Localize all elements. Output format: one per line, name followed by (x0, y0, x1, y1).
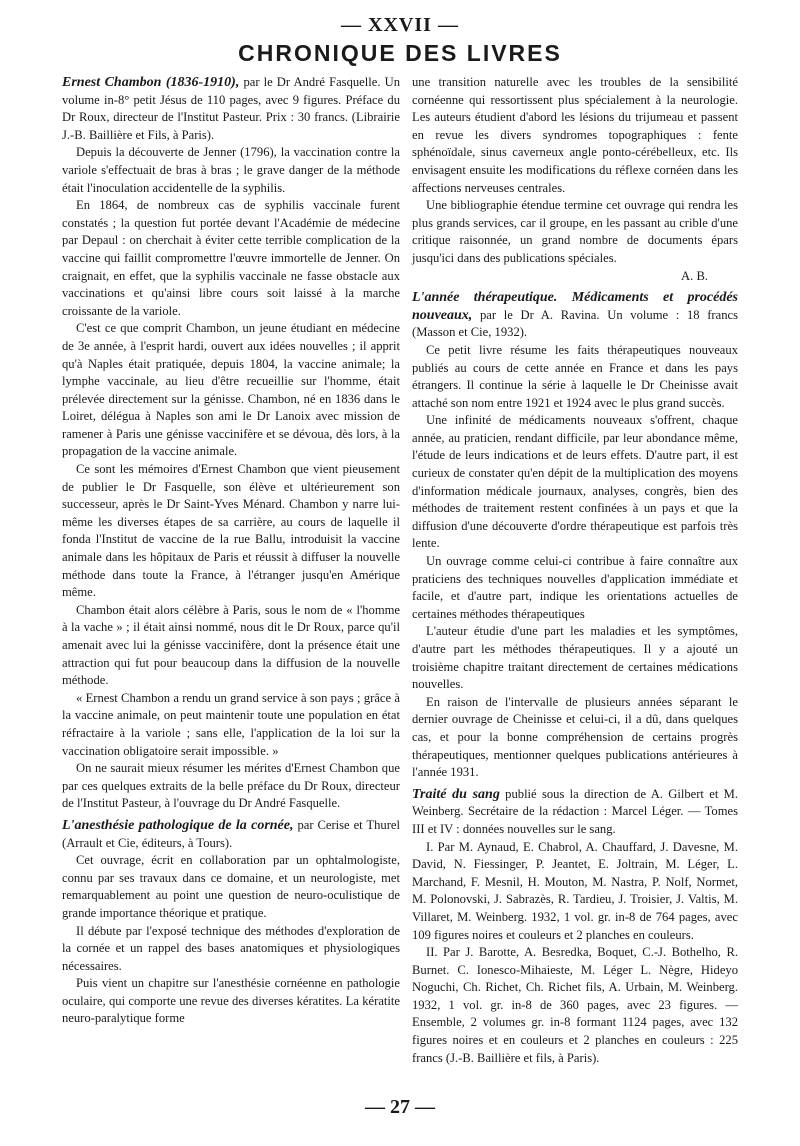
review-chambon-paragraph: C'est ce que comprit Chambon, un jeune étudiant en médecine de 3e année, à l'esprit hardi, ouvert aux idées nouvelles ; il apprit qu'à Naples était pratiquée, depuis 1804, la vaccine animale; la lymphe vaccinale, au lieu d'être recueillie sur l'homme, était prélevée directement sur la génisse. Chambon, né en 1836 dans le Loiret, délégua à Naples son ami le Dr Lanoix avec mission de ramener à Paris une génisse vaccinifère et se dévoua, dès lors, à la propagation de la vaccine animale. (62, 321, 400, 459)
review-therapeutique-heading (412, 289, 738, 342)
review-therapeutique-paragraph: Ce petit livre résume les faits thérapeutiques nouveaux publiés au cours de cette année en France et dans les pays étrangers. Il continue la série à laquelle le Dr Cheinisse avait attaché son nom entre 1921 et 1924 avec le plus grand succès. (412, 342, 738, 410)
review-cornee-paragraph: Cet ouvrage, écrit en collaboration par un ophtalmologiste, connu par ses travaux dans ce domaine, et un neurologiste, met remarquablement au point une question de neuro-oculistique de grande importance théorique et pratique. (62, 853, 400, 920)
review-sang-volume-2: II. Par J. Barotte, A. Besredka, Boquet, C.-J. Bothelho, R. Burnet. C. Ionesco-Mihaieste, M. Léger L. Nègre, Hideyo Noguchi, Ch. Richet, Ch. Richet fils, A. Urbain, M. Weinberg. 1932, 1 vol. gr. in-8 de 360 pages, avec 23 figures. — Ensemble, 2 volumes gr. in-8 formant 1124 pages, avec 132 figures noires et en couleurs et 2 planches en couleurs : 225 francs (J.-B. Baillière et fils, à Paris). (412, 945, 738, 1065)
review-therapeutique-title: L'année thérapeutique. Médicaments et procédés nouveaux, (412, 290, 738, 323)
review-chambon-quote: « Ernest Chambon a rendu un grand service à son pays ; grâce à la vaccine animale, on peut maintenir toute une population en état réfractaire à la variole ; sans elle, l'application de la loi sur la vaccination obligatoire serait impossible. » (62, 690, 400, 758)
review-chambon-paragraph: En 1864, de nombreux cas de syphilis vaccinale furent constatés ; la question fut portée devant l'Académie de médecine par Depaul : on cherchait à éviter cette terrible complication de la vaccine qui faillit compromettre l'œuvre immortelle de Jenner. On craignait, en effet, que la syphilis vaccinale ne fasse obstacle aux vaccinations et qu'ainsi libre cours soit laissé à la marche croissante de la variole. (62, 198, 400, 318)
review-chambon-paragraph: Depuis la découverte de Jenner (1796), la vaccination contre la variole s'effectuait de bras à bras ; le grave danger de la méthode était l'inoculation accidentelle de la syphilis. (62, 145, 400, 195)
review-chambon-title: Ernest Chambon (1836-1910), (62, 75, 240, 90)
review-cornee-title: L'anesthésie pathologique de la cornée, (62, 817, 294, 833)
page-number: — 27 — (365, 1096, 435, 1118)
review-therapeutique-intro: par le Dr A. Ravina. Un volume : 18 francs (Masson et Cie, 1932). (412, 307, 738, 340)
review-sang-heading (412, 786, 738, 839)
review-cornee-paragraph: Il débute par l'exposé technique des méthodes d'exploration de la cornée et un rappel des bases anatomiques et physiologiques nécessaires. (62, 923, 400, 973)
review-cornee-heading (62, 817, 400, 852)
right-column (412, 74, 738, 1067)
review-chambon-paragraph: Chambon était alors célèbre à Paris, sous le nom de « l'homme à la vache » ; il était ainsi nommé, nous dit le Dr Roux, parce qu'il amenait avec lui la génisse vaccinifère, dont la présence était une attraction qui fut pour beaucoup dans la diffusion de la nouvelle méthode. (62, 602, 400, 688)
review-sang-volume-1: I. Par M. Aynaud, E. Chabrol, A. Chauffard, J. Davesne, M. David, N. Fiessinger, P. Jeantet, E. Joltrain, M. Léger, L. Marchand, F. Mesnil, H. Mouton, M. Nastra, P. Nolf, Normet, M. Polonovski, J. Sabrazès, R. Tardieu, J. Troisier, J. Valtis, M. Villaret, M. Weinberg. 1932, 1 vol. gr. in-8 de 764 pages, avec 109 figures noires et couleurs et 2 planches en couleurs. (412, 839, 738, 942)
review-therapeutique-paragraph: En raison de l'intervalle de plusieurs années séparant le dernier ouvrage de Cheinisse et celui-ci, il a dû, dans quelques cas, et pour la bonne compréhension de certains progrès thérapeutiques, mentionner quelques publications antérieures à l'année 1931. (412, 694, 738, 780)
review-sang-intro: publié sous la direction de A. Gilbert et M. Weinberg. Secrétaire de la rédaction : Marcel Léger. — Tomes III et IV : données nouvelles sur le sang. (412, 786, 738, 836)
review-chambon-heading (62, 74, 400, 144)
review-chambon-paragraph: On ne saurait mieux résumer les mérites d'Ernest Chambon que par ces quelques extraits de la belle préface du Dr Roux, directeur de l'Institut Pasteur, à l'ouvrage du Dr André Fasquelle. (62, 761, 400, 811)
page-title: CHRONIQUE DES LIVRES (238, 40, 562, 66)
page-number-roman: — XXVII — (341, 14, 459, 36)
review-cornee-paragraph: Une bibliographie étendue termine cet ouvrage qui rendra les plus grands services, car il groupe, en les passant au crible d'une critique raisonnée, un grand nombre de documents épars jusqu'ici dans des publications spéciales. (412, 198, 738, 265)
review-cornee-paragraph: Puis vient un chapitre sur l'anesthésie cornéenne en pathologie oculaire, qui comporte une revue des diverses kératites. La kératite neuro-paralytique forme (62, 976, 400, 1026)
review-therapeutique-paragraph: Une infinité de médicaments nouveaux s'offrent, chaque année, au praticien, rendant difficile, par leur abondance même, l'étude de leurs indications et de leurs effets. D'autre part, il est curieux de constater qu'en dépit de la multiplication des moyens d'information médicale journaux, analyses, congrès, bien des méthodes de traitement restent confinées à un pays et que la diffusion d'une découverte d'ordre thérapeutique est parfois très lente. (412, 413, 738, 551)
review-signature: A. B. (681, 268, 708, 283)
review-cornee-intro: par Cerise et Thurel (Arrault et Cie, éditeurs, à Tours). (62, 817, 400, 850)
left-column (62, 74, 400, 1028)
review-therapeutique-paragraph: Un ouvrage comme celui-ci contribue à faire connaître aux praticiens des techniques nouvelles d'application immédiate et facile, et d'autre part, indique les orientations actuelles de certaines méthodes thérapeutiques (412, 554, 738, 621)
review-cornee-continuation: une transition naturelle avec les troubles de la sensibilité cornéenne qui ressortissent plus spécialement à la neurologie. Les auteurs étudient d'abord les lésions du trijumeau et passent en revue les divers syndromes topographiques : fente sphénoïdale, sinus caverneux angle ponto-cérébelleux, etc. Ils envisagent ensuite les modifications du réflexe cornéen dans les affections nerveuses centrales. (412, 75, 738, 195)
review-chambon-intro: par le Dr André Fasquelle. Un volume in-8° petit Jésus de 110 pages, avec 9 figures. Préface du Dr Roux, directeur de l'Institut Pasteur. Prix : 30 francs. (Librairie J.-B. Baillière et Fils, à Paris). (62, 75, 400, 142)
review-therapeutique-paragraph: L'auteur étudie d'une part les maladies et les symptômes, d'autre part les méthodes thérapeutiques. Il y a ajouté un troisième chapitre traitant directement de certaines médications nouvelles. (412, 624, 738, 692)
review-sang-title: Traité du sang (412, 786, 500, 802)
review-chambon-paragraph: Ce sont les mémoires d'Ernest Chambon que vient pieusement de publier le Dr Fasquelle, son élève et ultérieurement son successeur, après le Dr Saint-Yves Ménard. Chambon y narre lui-même les diverses étapes de sa carrière, au cours de laquelle il fonda l'Institut de vaccine de la rue Ballu, introduisit la vaccine animale dans les hôpitaux de Paris et réussit à diffuser la nouvelle méthode dans toute la France, à l'étranger jusqu'en Amérique même. (62, 462, 400, 600)
